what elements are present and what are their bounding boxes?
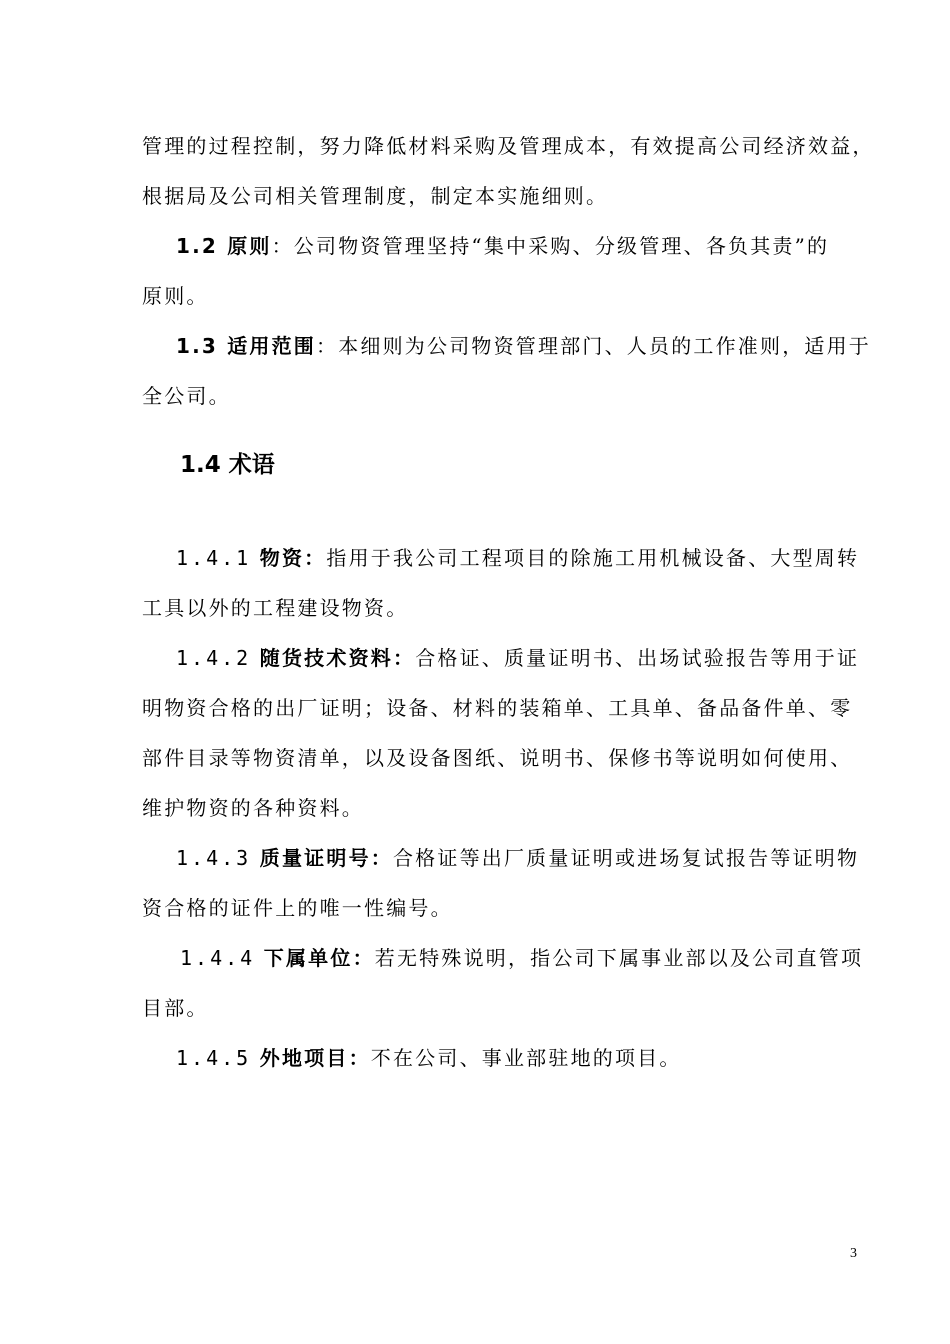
term-1-4-2-line-2: 明物资合格的出厂证明；设备、材料的装箱单、工具单、备品备件单、零 (142, 696, 853, 720)
term-number: 1.4.4 (180, 946, 256, 970)
term-1-4-5-line-1 (176, 1033, 906, 1083)
term-1-4-2-line-4: 维护物资的各种资料。 (142, 796, 364, 820)
term-label: 外地项目： (259, 1046, 371, 1070)
term-number: 1.4.1 (176, 546, 252, 570)
term-1-4-2-line-1 (176, 633, 906, 683)
term-label: 随货技术资料： (259, 646, 416, 670)
paragraph-1-1-line-2: 根据局及公司相关管理制度，制定本实施细则。 (142, 184, 609, 208)
term-number: 1.4.2 (176, 646, 252, 670)
term-number: 1.4.5 (176, 1046, 252, 1070)
section-1-2-line-2: 原则。 (142, 284, 209, 308)
term-1-4-4-line-1 (180, 933, 910, 983)
term-1-4-3-line-2: 资合格的证件上的唯一性编号。 (142, 896, 453, 920)
term-1-4-1-line-2: 工具以外的工程建设物资。 (142, 596, 409, 620)
term-1-4-3-line-1 (176, 833, 906, 883)
page-number: 3 (850, 1246, 857, 1261)
term-label: 物资： (259, 546, 327, 570)
term-label: 质量证明号： (259, 846, 393, 870)
section-1-3-label: 1.3 适用范围 (176, 334, 316, 358)
section-1-2-text: ：公司物资管理坚持“集中采购、分级管理、各负其责”的 (271, 234, 830, 258)
term-text: 若无特殊说明，指公司下属事业部以及公司直管项 (374, 946, 864, 970)
section-1-2-label: 1.2 原则 (176, 234, 272, 258)
section-1-3-text: ：本细则为公司物资管理部门、人员的工作准则，适用于 (316, 334, 871, 358)
section-1-2-line-1 (176, 221, 906, 271)
section-1-3-line-2: 全公司。 (142, 384, 231, 408)
term-number: 1.4.3 (176, 846, 252, 870)
term-text: 合格证等出厂质量证明或进场复试报告等证明物 (392, 846, 860, 870)
term-1-4-4-line-2: 目部。 (142, 996, 209, 1020)
section-1-4-heading: 1.4 术语 (180, 452, 275, 478)
term-1-4-2-line-3: 部件目录等物资清单，以及设备图纸、说明书、保修书等说明如何使用、 (142, 746, 853, 770)
term-text: 指用于我公司工程项目的除施工用机械设备、大型周转 (326, 546, 860, 570)
term-text: 合格证、质量证明书、出场试验报告等用于证 (415, 646, 860, 670)
term-label: 下属单位： (263, 946, 375, 970)
paragraph-1-1-line-1: 管理的过程控制，努力降低材料采购及管理成本，有效提高公司经济效益， (142, 134, 875, 158)
term-1-4-1-line-1 (176, 533, 906, 583)
term-text: 不在公司、事业部驻地的项目。 (370, 1046, 682, 1070)
section-1-3-line-1 (176, 321, 906, 371)
